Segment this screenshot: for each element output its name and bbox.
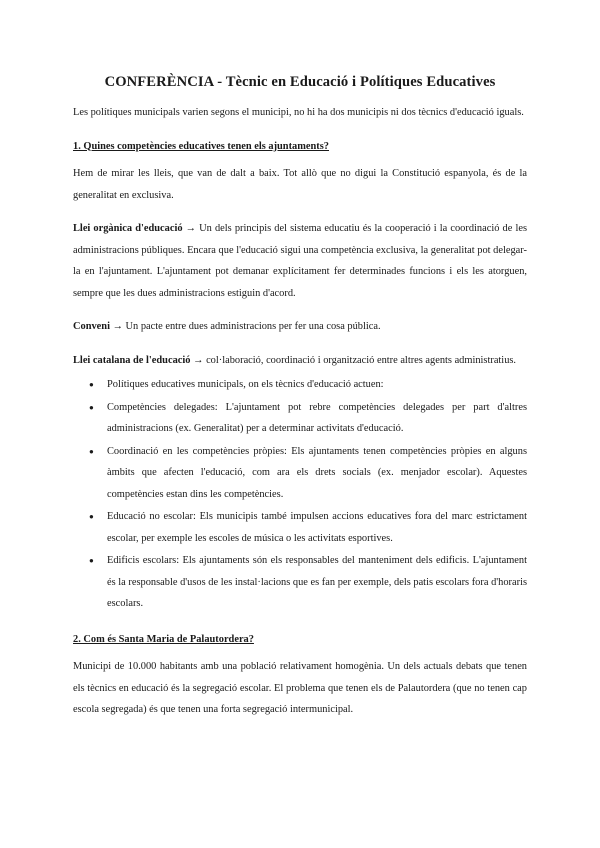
bullet-icon: ● [89, 402, 94, 412]
list-item-text: Competències delegades: L'ajuntament pot rebre competències delegades per part d'altres administracions (ex. Generalitat) per a determinar activitats d'educació. [107, 401, 527, 434]
conveni-text: → Un pacte entre dues administracions per fer una cosa pública. [112, 321, 381, 332]
section-2-heading: 2. Com és Santa Maria de Palautordera? [73, 633, 254, 645]
conveni-paragraph [73, 316, 527, 338]
bullet-icon: ● [89, 512, 94, 521]
lec-term: Llei catalana de l'educació [73, 354, 191, 366]
list-item-text: Polítiques educatives municipals, on els tècnics d'educació actuen: [107, 379, 384, 390]
loe-paragraph [73, 218, 527, 304]
section-2-paragraph: Municipi de 10.000 habitants amb una població relativament homogènia. Un dels actuals debats que tenen els tècnics en educació és la segregació escolar. El problema que tenen els de Palautordera (que no tenen cap escola segregada) és que tenen una forta segregació intermunicipal. [73, 661, 527, 715]
section-1-paragraph: Hem de mirar les lleis, que van de dalt a baix. Tot allò que no digui la Constitució espanyola, és de la generalitat en exclusiva. [73, 168, 527, 201]
list-item [73, 550, 527, 615]
list-item [73, 441, 527, 506]
bullet-icon: ● [89, 556, 94, 565]
list-item [73, 397, 527, 440]
list-item [73, 506, 527, 549]
intro-paragraph: Les polítiques municipals varien segons el municipi, no hi ha dos municipis ni dos tècnics d'educació iguals. [73, 107, 524, 118]
loe-term: Llei orgànica d'educació [73, 223, 183, 234]
lec-paragraph [73, 350, 527, 372]
list-item [73, 374, 527, 396]
list-item-text: Edificis escolars: Els ajuntaments són els responsables del manteniment dels edificis. L'ajuntament és la responsable d'usos de les instal·lacions que es fan per exemple, dels patis escolars fora d'horaris escolars. [107, 555, 527, 609]
document-title: CONFERÈNCIA - Tècnic en Educació i Polítiques Educatives [104, 74, 496, 90]
lec-text: → col·laboració, coordinació i organització entre altres agents administratius. [193, 354, 517, 366]
conveni-term: Conveni [73, 321, 110, 332]
loe-text: → Un dels principis del sistema educatiu és la cooperació i la coordinació de les administracions públiques. Encara que l'educació sigui una competència exclusiva, la generalitat pot delegar-la en l'ajuntament. L'ajuntament pot demanar explícitament fer determinades funcions i els les atorguen, sempre que les dues administracions estiguin d'acord. [73, 223, 527, 299]
list-item-text: Educació no escolar: Els municipis també impulsen accions educatives fora del marc estrictament escolar, per exemple les escoles de música o les activitats esportives. [107, 511, 527, 544]
bullet-icon: ● [89, 446, 94, 456]
bullet-icon: ● [89, 380, 94, 389]
competences-list [73, 374, 527, 615]
section-1-heading: 1. Quines competències educatives tenen els ajuntaments? [73, 140, 329, 152]
list-item-text: Coordinació en les competències pròpies: Els ajuntaments tenen competències pròpies en alguns àmbits que afecten l'educació, com ara els drets socials (ex. menjador escolar). Aquestes competències estan dins les competències. [107, 445, 527, 500]
